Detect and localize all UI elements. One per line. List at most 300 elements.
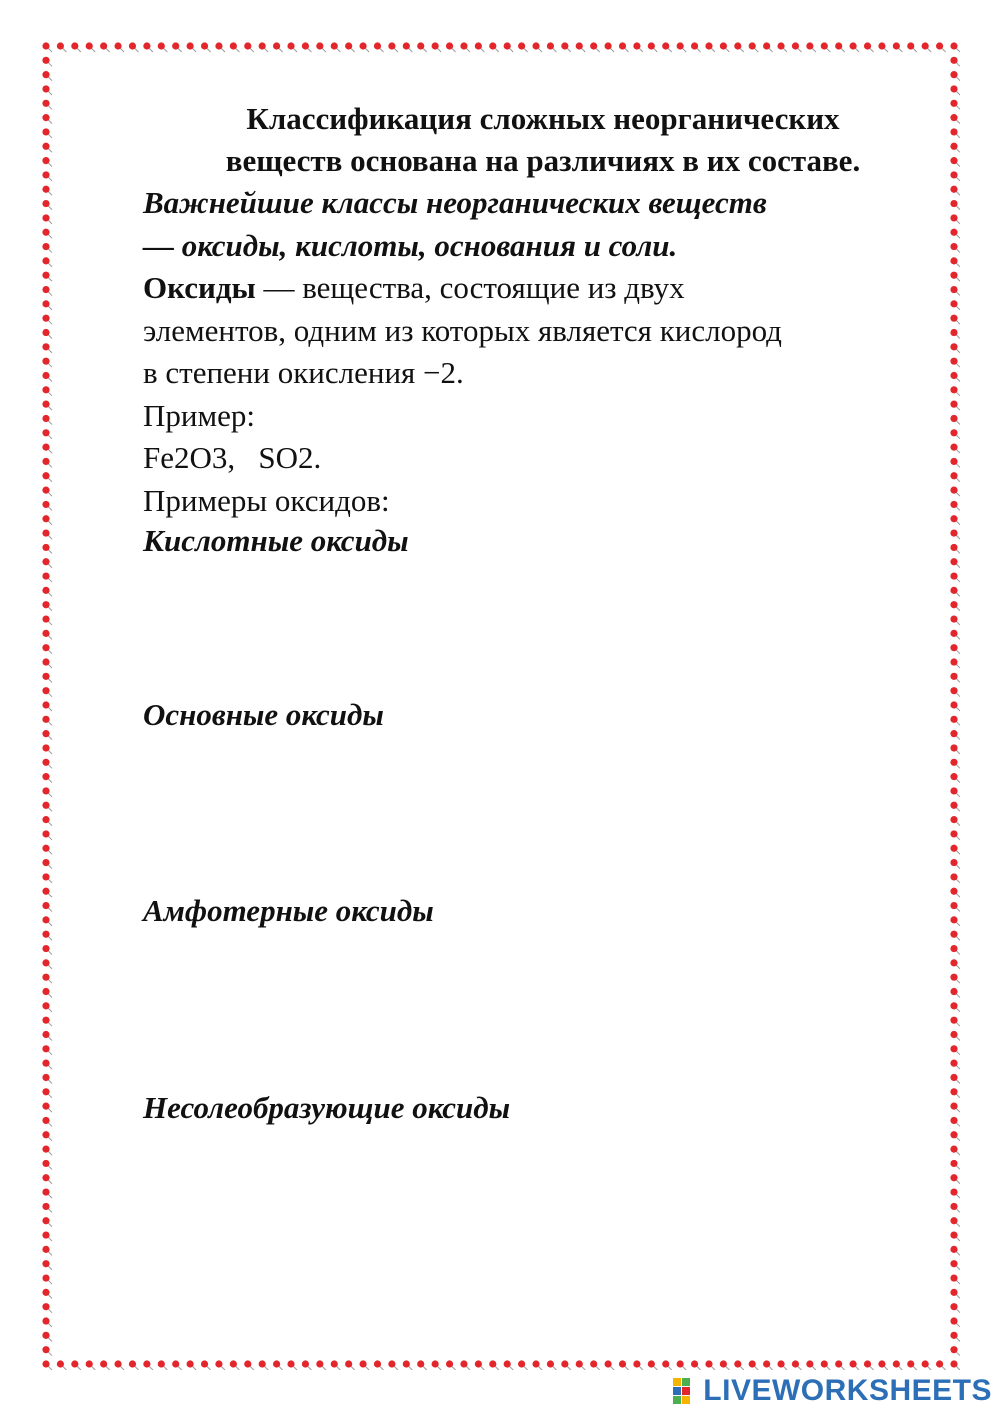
border-dot [604,42,611,49]
border-dot [42,1002,49,1009]
liveworksheets-logo-text: LIVEWORKSHEETS [703,1374,992,1407]
border-dot [950,845,957,852]
border-dot [42,873,49,880]
border-dot [950,701,957,708]
border-dot [172,1360,179,1367]
border-dot [475,42,482,49]
border-dot [950,615,957,622]
border-dot [950,558,957,565]
border-dot [42,1088,49,1095]
border-dot [792,42,799,49]
border-dot [42,601,49,608]
border-dot [359,1360,366,1367]
border-dot [388,1360,395,1367]
border-dot [42,544,49,551]
border-dot [42,945,49,952]
border-dot [950,57,957,64]
liveworksheets-logo-icon [673,1378,699,1404]
border-dot [42,214,49,221]
border-dot [950,415,957,422]
border-dot [633,42,640,49]
border-dot [42,1332,49,1339]
border-dot [316,42,323,49]
border-dot [244,1360,251,1367]
border-dot [950,243,957,250]
border-dot [42,974,49,981]
border-dot [42,1188,49,1195]
border-dot [561,1360,568,1367]
border-dot [576,42,583,49]
border-dot [604,1360,611,1367]
border-dot [950,1231,957,1238]
border-dot [734,1360,741,1367]
border-dot [42,1260,49,1267]
border-dot [143,1360,150,1367]
border-dot [950,974,957,981]
border-dot [71,1360,78,1367]
border-dot [42,1303,49,1310]
border-dot [950,1060,957,1067]
border-dot [950,1217,957,1224]
border-dot [244,42,251,49]
intro-line-1: Важнейшие классы неорганических веществ [143,185,767,220]
border-dot [42,329,49,336]
border-dot [950,759,957,766]
border-dot [114,1360,121,1367]
border-dot [950,902,957,909]
border-dot [42,959,49,966]
border-dot [42,186,49,193]
border-dot [158,1360,165,1367]
border-dot [950,386,957,393]
border-dot [950,716,957,723]
border-dot [532,1360,539,1367]
border-dot [864,42,871,49]
border-dot [460,42,467,49]
border-dot [734,42,741,49]
border-dot [835,1360,842,1367]
border-dot [42,830,49,837]
border-dot [590,42,597,49]
border-dot [950,42,957,49]
border-dot [950,1045,957,1052]
border-dot [42,429,49,436]
border-dot [86,42,93,49]
border-dot [720,1360,727,1367]
border-dot [417,42,424,49]
border-dot [42,1317,49,1324]
border-dot [42,687,49,694]
border-dot [42,1203,49,1210]
border-dot [42,487,49,494]
border-dot [100,42,107,49]
border-dot [42,673,49,680]
border-dot [950,787,957,794]
border-dot [71,42,78,49]
border-dot [850,1360,857,1367]
border-dot [763,42,770,49]
border-dot [950,1260,957,1267]
border-dot [950,1017,957,1024]
border-dot [950,687,957,694]
border-dot [950,601,957,608]
border-dot [950,372,957,379]
border-dot [950,1174,957,1181]
border-dot [922,42,929,49]
border-dot [950,458,957,465]
border-dot [763,1360,770,1367]
border-dot [42,1146,49,1153]
border-dot [42,114,49,121]
border-dot [57,42,64,49]
border-dot [302,42,309,49]
border-dot [907,42,914,49]
border-dot [677,42,684,49]
border-dot [633,1360,640,1367]
border-dot [950,329,957,336]
border-dot [215,42,222,49]
border-dot [42,257,49,264]
border-dot [42,730,49,737]
border-dot [950,658,957,665]
border-dot [42,1045,49,1052]
border-dot [158,42,165,49]
border-dot [950,429,957,436]
border-dot [42,229,49,236]
border-dot [950,143,957,150]
border-dot [720,42,727,49]
border-dot [950,272,957,279]
definition-text-3: в степени окисления −2. [143,355,464,390]
border-dot [42,358,49,365]
border-dot [950,85,957,92]
border-dot [950,931,957,938]
border-dot [619,1360,626,1367]
title-line-1: Классификация сложных неорганических [246,101,840,136]
border-dot [835,42,842,49]
border-dot [950,157,957,164]
border-dot [950,673,957,680]
border-dot [950,587,957,594]
border-dot [316,1360,323,1367]
border-dot [950,988,957,995]
border-dot [42,773,49,780]
border-dot [950,229,957,236]
border-dot [42,529,49,536]
border-dot [42,572,49,579]
border-dot [42,1017,49,1024]
border-dot [259,1360,266,1367]
border-dot [518,42,525,49]
border-dot [42,386,49,393]
border-dot [821,1360,828,1367]
border-dot [950,128,957,135]
border-dot [273,42,280,49]
border-dot [547,42,554,49]
border-dot [42,315,49,322]
border-dot [417,1360,424,1367]
border-dot [907,1360,914,1367]
border-dot [950,830,957,837]
border-dot [42,415,49,422]
definition-text-2: элементов, одним из которых является кислород [143,312,782,348]
border-dot [950,1031,957,1038]
border-dot [677,1360,684,1367]
border-dot [42,1174,49,1181]
border-dot [950,358,957,365]
border-dot [950,1303,957,1310]
border-dot [504,42,511,49]
border-dot [691,42,698,49]
border-dot [359,42,366,49]
border-dot [302,1360,309,1367]
example-formulas: Fe2O3, SO2. [143,440,322,475]
border-dot [777,1360,784,1367]
border-dot [446,1360,453,1367]
border-dot [749,1360,756,1367]
border-dot [287,42,294,49]
border-dot [878,42,885,49]
border-dot [432,1360,439,1367]
border-dot [42,644,49,651]
border-dot [42,1160,49,1167]
border-dot [230,1360,237,1367]
border-dot [950,959,957,966]
border-dot [950,472,957,479]
border-dot [950,1346,957,1353]
border-dot [230,42,237,49]
border-dot [950,1360,957,1367]
border-dot [129,1360,136,1367]
border-dot [42,57,49,64]
border-dot [950,816,957,823]
border-dot [42,888,49,895]
border-dot [950,916,957,923]
border-dot [143,42,150,49]
border-dot [215,1360,222,1367]
border-dot [42,1074,49,1081]
border-dot [662,42,669,49]
border-dot [950,343,957,350]
border-dot [950,1274,957,1281]
border-dot [950,114,957,121]
border-dot [42,100,49,107]
border-dot [42,71,49,78]
border-dot [950,1002,957,1009]
border-dot [950,300,957,307]
border-dot [331,1360,338,1367]
border-dot [691,1360,698,1367]
border-dot [446,42,453,49]
border-dot [950,1146,957,1153]
border-dot [749,42,756,49]
liveworksheets-logo [673,1373,992,1409]
border-dot [950,1160,957,1167]
border-dot [821,42,828,49]
border-dot [187,42,194,49]
border-dot [950,286,957,293]
border-dot [42,300,49,307]
border-dot [42,988,49,995]
border-dot [705,1360,712,1367]
border-dot [42,744,49,751]
border-dot [42,85,49,92]
border-dot [950,214,957,221]
border-dot [42,787,49,794]
border-dot [331,42,338,49]
border-dot [42,630,49,637]
border-dot [42,902,49,909]
border-dot [489,1360,496,1367]
intro-line-2: — оксиды, кислоты, основания и соли. [143,227,678,263]
definition-term: Оксиды [143,270,256,305]
border-dot [114,42,121,49]
border-dot [42,587,49,594]
border-dot [950,544,957,551]
border-dot [42,1117,49,1124]
border-dot [590,1360,597,1367]
border-dot [259,42,266,49]
border-dot [950,802,957,809]
border-dot [42,1289,49,1296]
border-dot [648,1360,655,1367]
border-dot [345,42,352,49]
border-dot [42,272,49,279]
border-dot [936,1360,943,1367]
border-dot [42,859,49,866]
border-dot [42,472,49,479]
border-dot [950,315,957,322]
border-dot [475,1360,482,1367]
intro-paragraph [143,182,923,267]
border-dot [950,444,957,451]
border-dot [950,71,957,78]
border-dot [893,42,900,49]
border-dot [950,572,957,579]
border-dot [950,501,957,508]
border-dot [705,42,712,49]
border-dot [403,42,410,49]
border-dot [504,1360,511,1367]
border-dot [950,1289,957,1296]
border-dot [619,42,626,49]
page-title [143,98,923,182]
border-dot [42,1131,49,1138]
border-dot [42,501,49,508]
border-dot [950,487,957,494]
border-dot [42,916,49,923]
border-dot [561,42,568,49]
border-dot [129,42,136,49]
border-dot [662,1360,669,1367]
section-acidic-oxides: Кислотные оксиды [143,523,409,558]
border-dot [432,42,439,49]
border-dot [345,1360,352,1367]
border-dot [950,630,957,637]
border-dot [374,1360,381,1367]
section-amphoteric-oxides: Амфотерные оксиды [143,893,434,928]
border-dot [950,171,957,178]
border-dot [42,343,49,350]
border-dot [42,143,49,150]
border-dot [777,42,784,49]
border-dot [287,1360,294,1367]
border-dot [950,1074,957,1081]
border-dot [950,401,957,408]
border-dot [201,42,208,49]
border-dot [893,1360,900,1367]
border-dot [950,945,957,952]
border-dot [172,42,179,49]
border-dot [42,558,49,565]
border-dot [42,716,49,723]
border-dot [950,730,957,737]
border-dot [950,859,957,866]
border-dot [42,42,49,49]
border-dot [950,744,957,751]
document-body [143,98,923,522]
border-dot [547,1360,554,1367]
border-dot [42,1231,49,1238]
border-dot [42,1360,49,1367]
border-dot [86,1360,93,1367]
border-dot [42,157,49,164]
border-dot [42,401,49,408]
title-line-2: веществ основана на различиях в их составе. [225,143,861,178]
border-dot [878,1360,885,1367]
border-dot [950,1203,957,1210]
border-dot [42,759,49,766]
border-dot [187,1360,194,1367]
border-dot [648,42,655,49]
border-dot [936,42,943,49]
border-dot [42,1346,49,1353]
border-dot [950,773,957,780]
border-dot [950,1117,957,1124]
border-dot [42,458,49,465]
border-dot [100,1360,107,1367]
border-dot [42,1060,49,1067]
border-dot [42,372,49,379]
border-dot [201,1360,208,1367]
border-dot [460,1360,467,1367]
border-dot [950,200,957,207]
border-dot [42,658,49,665]
section-non-salt-forming-oxides: Несолеобразующие оксиды [143,1090,511,1125]
border-dot [42,200,49,207]
border-dot [42,816,49,823]
border-dot [403,1360,410,1367]
border-dot [950,186,957,193]
border-dot [950,1332,957,1339]
border-dot [864,1360,871,1367]
border-dot [806,1360,813,1367]
border-dot [950,1246,957,1253]
border-dot [950,257,957,264]
examples-of-oxides-label: Примеры оксидов: [143,482,390,518]
border-dot [42,444,49,451]
border-dot [489,42,496,49]
border-dot [42,171,49,178]
border-dot [950,888,957,895]
border-dot [806,42,813,49]
border-dot [42,128,49,135]
border-dot [42,1246,49,1253]
border-dot [57,1360,64,1367]
border-dot [42,286,49,293]
border-dot [42,1274,49,1281]
border-dot [42,1031,49,1038]
